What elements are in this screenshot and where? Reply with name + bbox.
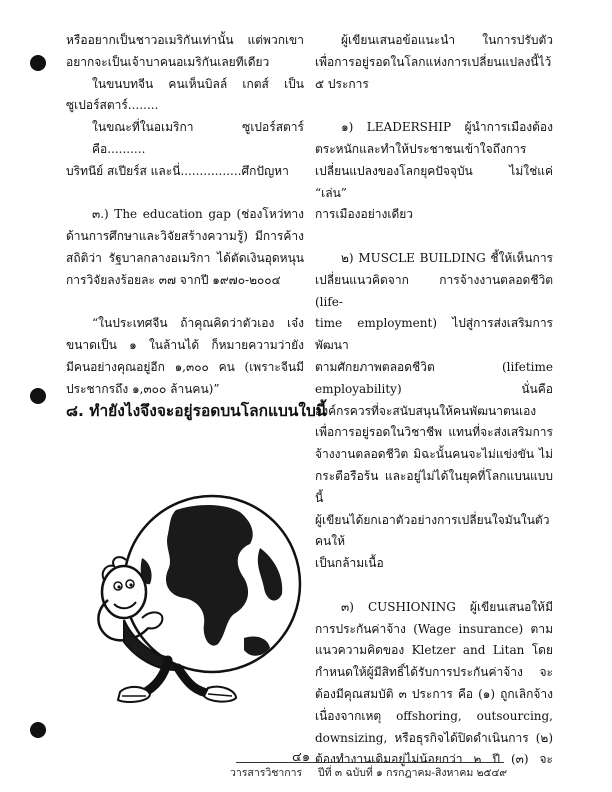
paragraph-line: ประชากรถึง ๑,๓๐๐ ล้านคน)” (66, 381, 220, 396)
left-column (66, 30, 327, 422)
paragraph-line: ในขนบทจีน คนเห็นบิลล์ เกตส์ เป็น (92, 76, 304, 91)
paragraph-line: ๑) LEADERSHIP ผู้นำการเมืองต้อง (341, 120, 553, 135)
paragraph-line: downsizing, หรือธุรกิจได้ปิดดำเนินการ (๒) (315, 730, 553, 745)
journal-name: วารสารวิชาการ (230, 767, 303, 779)
issue-info: ปีที่ ๓ ฉบับที่ ๑ กรกฎาคม-สิงหาคม ๒๕๔๙ (318, 767, 508, 779)
paragraph-line: กระตือรือร้น และอยู่ไม่ได้ในยุคที่โลกแบนแบบนี้ (315, 468, 553, 505)
binder-hole-middle (30, 388, 46, 404)
paragraph-line: ตามศักยภาพตลอดชีวิต (lifetime employability) นั่นคือ (315, 359, 553, 396)
paragraph-line: บริทนีย์ สเปียร์ส และนี่................ศึกปัญหา (66, 163, 289, 178)
page-number: ๔๑ (292, 750, 311, 765)
paragraph-line: ๒) MUSCLE BUILDING ชี้ให้เห็นการ (341, 250, 553, 265)
binder-hole-bottom (30, 722, 46, 738)
paragraph-line: ผู้เขียนได้ยกเอาตัวอย่างการเปลี่ยนใจมันในตัวคนให้ (315, 512, 550, 549)
paragraph-line: กำหนดให้ผู้มีสิทธิ์ได้รับการประกันค่าจ้าง จะ (315, 665, 553, 680)
paragraph-line: จ้างงานตลอดชีวิต มิฉะนั้นคนจะไม่แข่งขัน ไม่ (315, 447, 553, 462)
page-footer (0, 744, 612, 779)
paragraph-line: เปลี่ยนแนวคิดจาก การจ้างงานตลอดชีวิต (life- (315, 272, 553, 309)
paragraph-line: เนื่องจากเหตุ offshoring, outsourcing, (315, 708, 553, 723)
paragraph-line: การวิจัยลงร้อยละ ๓๗ จากปี ๑๙๗๐-๒๐๐๔ (66, 272, 281, 287)
paragraph-line: แนวความคิดของ Kletzer and Litan โดย (315, 643, 553, 658)
footer-rule (236, 762, 504, 763)
paragraph-line: ตระหนักและทำให้ประชาชนเข้าใจถึงการ (315, 141, 527, 156)
paragraph-line: สถิติว่า รัฐบาลกลางอเมริกา ได้ตัดเงินอุดหนุน (66, 250, 304, 265)
paragraph-line: มีคนอย่างคุณอยู่อีก ๑,๓๐๐ คน (เพราะจีนมี (66, 359, 304, 374)
paragraph-line: เปลี่ยนแปลงของโลกยุคปัจจุบัน ไม่ใช่แค่ “เล่น” (315, 163, 553, 200)
paragraph-line: เพื่อการอยู่รอดในวิชาชีพ แทนที่จะส่งเสริมการ (315, 425, 553, 440)
section-heading: ๘. ทำยังไงจึงจะอยู่รอดบนโลกแบนใบนี้ (66, 401, 327, 420)
paragraph-line: ในขณะที่ในอเมริกา ซูเปอร์สตาร์คือ.......... (92, 120, 304, 156)
paragraph-line: ผู้เขียนเสนอข้อแนะนำ ในการปรับตัว (341, 33, 553, 47)
paragraph-line: ต้องมีคุณสมบัติ ๓ ประการ คือ (๑) ถูกเลิกจ้าง (315, 686, 553, 701)
paragraph-line: time employment) ไปสู่การส่งเสริมการพัฒนา (315, 316, 553, 353)
paragraph-line: องค์กรควรที่จะสนับสนุนให้คนพัฒนาตนเอง (315, 403, 537, 418)
right-column (315, 30, 553, 771)
paragraph-line: การประกันค่าจ้าง (Wage insurance) ตาม (315, 621, 553, 636)
paragraph-line: เพื่อการอยู่รอดในโลกแห่งการเปลี่ยนแปลงนี้ไว้ (315, 54, 552, 69)
paragraph-line: ๓) CUSHIONING ผู้เขียนเสนอให้มี (341, 599, 553, 614)
paragraph-line: หรืออยากเป็นชาวอเมริกันเท่านั้น แต่พวกเขา (66, 33, 304, 47)
paragraph-line: เป็นกล้ามเนื้อ (315, 556, 384, 571)
paragraph-line: ต้องทำงานเดิมอยู่ไม่น้อยกว่า ๒ ปี (๓) จะ (315, 752, 553, 767)
paragraph-line: ๓.) The education gap (ช่องโหว่ทาง (92, 207, 304, 222)
paragraph-line: ด้านการศึกษาและวิจัยสร้างความรู้) มีการค้าง (66, 229, 304, 244)
paragraph-line: อยากจะเป็นเจ้าบาคนอเมริกันเลยทีเดียว (66, 54, 270, 69)
paragraph-line: ขนาดเป็น ๑ ในล้านได้ ก็หมายความว่ายัง (66, 338, 304, 353)
binder-hole-top (30, 55, 46, 71)
paragraph-line: การเมืองอย่างเดียว (315, 207, 414, 222)
paragraph-line: ๕ ประการ (315, 76, 369, 91)
paragraph-line: ซูเปอร์สตาร์........ (66, 98, 159, 113)
paragraph-line: “ในประเทศจีน ถ้าคุณคิดว่าตัวเอง เจ๋ง (92, 316, 304, 331)
man-holding-globe-illustration (84, 488, 302, 724)
